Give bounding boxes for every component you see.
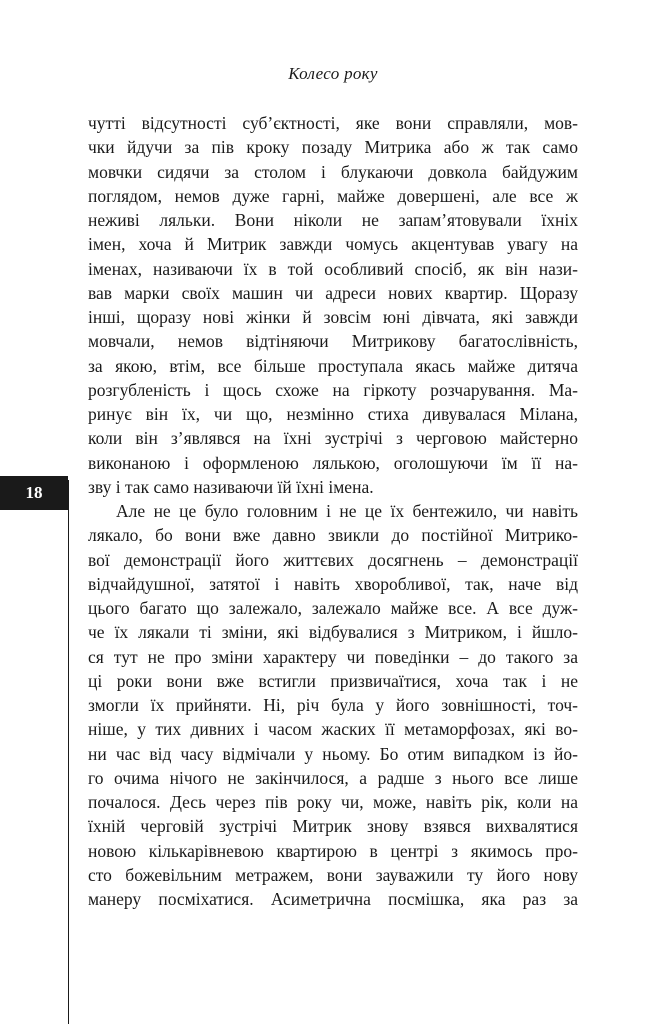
text-line: че їх лякали ті зміни, які відбувалися з Митриком, і йшло-: [88, 622, 578, 643]
text-line: ся тут не про зміни характеру чи поведінки – до такого за: [88, 646, 578, 667]
text-line: почалося. Десь через пів року чи, може, навіть рік, коли на: [88, 792, 578, 812]
text-line: імен, хоча й Митрик завжди чомусь акцентував увагу на: [88, 234, 578, 255]
paragraph: [88, 111, 578, 499]
text-line: Але не це було головним і не це їх бентежило, чи навіть: [116, 501, 578, 521]
text-line: зву і так само називаючи їй їхні імена.: [88, 476, 374, 497]
text-line: чки йдучи за пів кроку позаду Митрика або ж так само: [88, 137, 578, 158]
text-line: цього багато що залежало, залежало майже все. А все дуж-: [88, 598, 578, 618]
text-line: розгубленість і щось схоже на гіркоту розчарування. Ма-: [88, 379, 578, 400]
text-line: іменах, називаючи їх в той особливий спосіб, як він нази-: [88, 258, 578, 279]
page-number: 18: [0, 476, 68, 510]
text-line: ринує він їх, чи що, незмінно стиха дивувалася Мілана,: [88, 404, 578, 424]
text-line: ни час від часу відмічали у ньому. Бо отим випадком із йо-: [88, 743, 578, 764]
text-line: вої демонстрації його життєвих досягнень – демонстрації: [88, 549, 578, 570]
text-line: мовчали, немов відтіняючи Митрикову багатослівність,: [88, 331, 578, 352]
text-line: змогли їх прийняти. Ні, річ була у його зовнішності, точ-: [88, 695, 578, 715]
running-header: Колесо року: [288, 64, 378, 83]
text-line: го очима нічого не закінчилося, а радше з нього все лише: [88, 767, 578, 788]
text-line: лякало, бо вони вже давно звикли до постійної Митрико-: [88, 525, 578, 546]
text-line: чутті відсутності суб’єктності, яке вони справляли, мов-: [88, 113, 578, 133]
text-line: мовчки сидячи за столом і блукаючи довкола байдужим: [88, 161, 578, 182]
text-line: вав марки своїх машин чи адреси нових квартир. Щоразу: [88, 282, 578, 303]
text-line: інші, щоразу нові жінки й зовсім юні дівчата, які завжди: [88, 307, 578, 327]
text-line: ніше, у тих дивних і часом жаских її метаморфозах, які во-: [88, 719, 578, 740]
body-text: [88, 111, 578, 911]
text-line: за якою, втім, все більше проступала якась майже дитяча: [88, 355, 578, 376]
text-line: манеру посміхатися. Асиметрична посмішка, яка раз за: [88, 889, 578, 909]
text-line: неживі ляльки. Вони ніколи не запам’ятовували їхніх: [88, 210, 578, 230]
text-line: виконаною і оформленою лялькою, оголошуючи їм її на-: [88, 452, 578, 473]
text-line: ці роки вони вже встигли призвичаїтися, хоча так і не: [88, 670, 578, 691]
text-line: коли він з’являвся на їхні зустрічі з черговою майстерно: [88, 428, 578, 449]
text-line: поглядом, немов дуже гарні, майже довершені, але все ж: [88, 185, 578, 206]
text-line: сто божевільним метражем, вони зауважили ту його нову: [88, 864, 578, 885]
text-line: відчайдушної, затятої і навіть хворобливої, так, наче від: [88, 573, 578, 594]
paragraph: [88, 499, 578, 911]
margin-rule: [68, 480, 69, 1024]
text-line: новою кількарівневою квартирою в центрі з якимось про-: [88, 840, 578, 861]
text-line: їхній черговій зустрічі Митрик знову взявся вихвалятися: [88, 816, 578, 837]
